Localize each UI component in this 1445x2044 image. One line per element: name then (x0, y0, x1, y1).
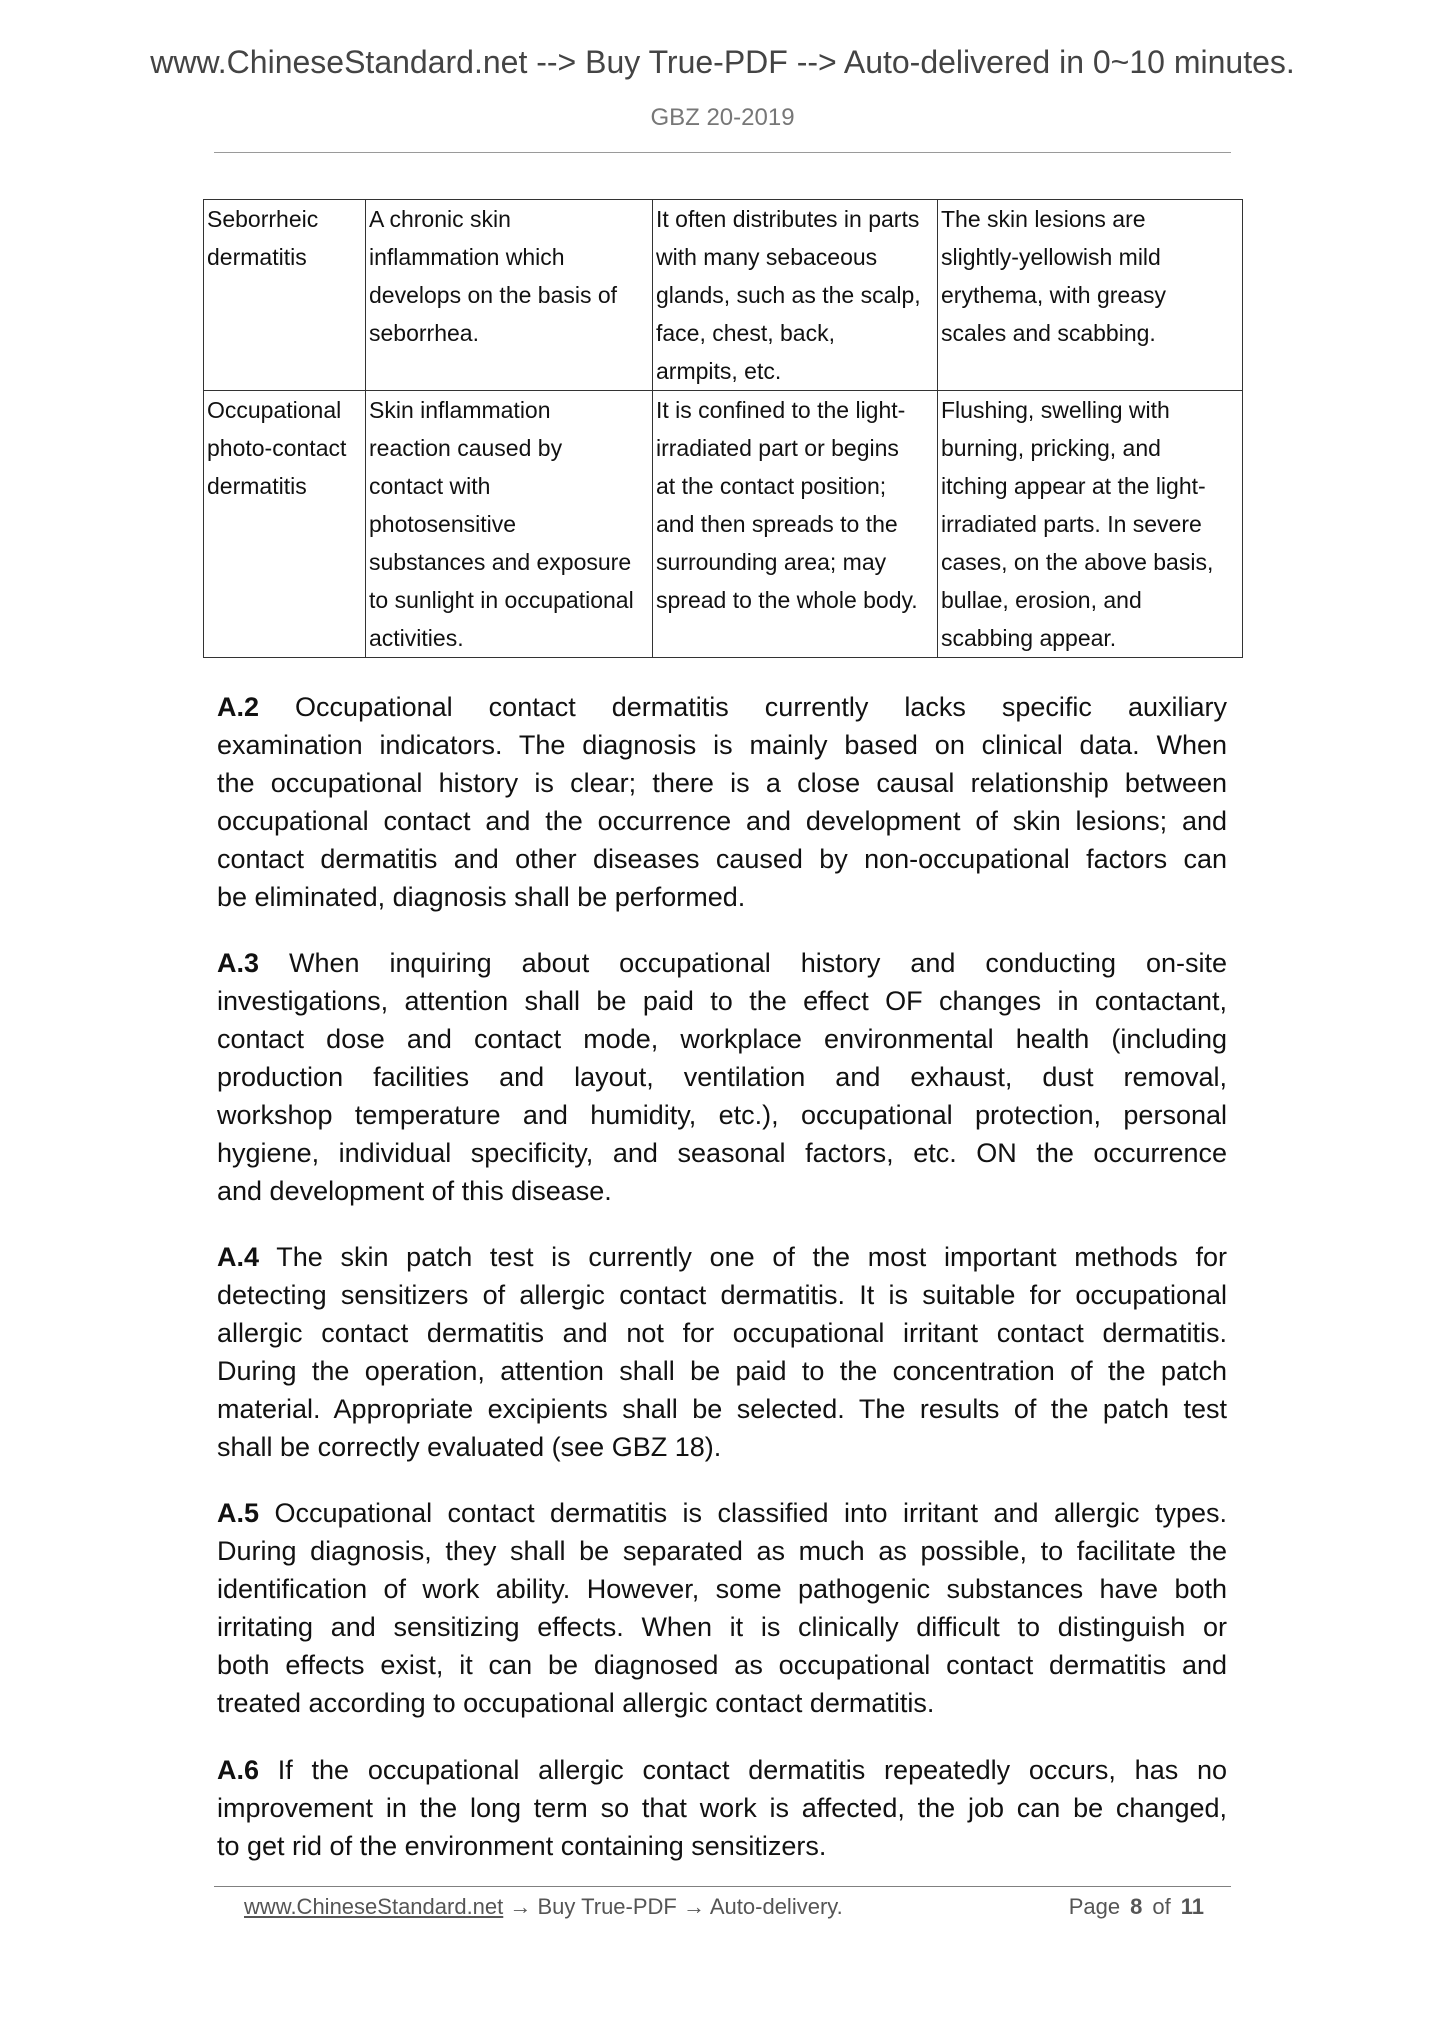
cell-location: It is confined to the light- irradiated part or begins at the contact position; and then spreads to the surrounding area; may spread to the whole body. (653, 391, 938, 658)
cell-features: The skin lesions are slightly-yellowish mild erythema, with greasy scales and scabbing. (938, 200, 1243, 391)
section-a5: A.5 Occupational contact dermatitis is classified into irritant and allergic types. During diagnosis, they shall be separated as much as possible, to facilitate the identification of work ability. However, some pathogenic substances have both irritating and sensitizing effects. When it is clinically difficult to distinguish or both effects exist, it can be diagnosed as occupational contact dermatitis and treated according to occupational allergic contact dermatitis. (217, 1498, 1227, 1718)
section-number: A.2 (217, 692, 260, 722)
section-a3: A.3 When inquiring about occupational history and conducting on-site investigations, attention shall be paid to the effect OF changes in contactant, contact dose and contact mode, workplace environmental health (including production facilities and layout, ventilation and exhaust, dust removal, workshop temperature and humidity, etc.), occupational protection, personal hygiene, individual specificity, and seasonal factors, etc. ON the occurrence and development of this disease. (217, 948, 1227, 1206)
section-number: A.4 (217, 1242, 260, 1272)
total-pages: 11 (1180, 1894, 1204, 1919)
cell-disease-name: Seborrheic dermatitis (204, 200, 366, 391)
dermatitis-table (203, 199, 1243, 658)
section-a2: A.2 Occupational contact dermatitis currently lacks specific auxiliary examination indicators. The diagnosis is mainly based on clinical data. When the occupational history is clear; there is a close causal relationship between occupational contact and the occurrence and development of skin lesions; and contact dermatitis and other diseases caused by non-occupational factors can be eliminated, diagnosis shall be performed. (217, 692, 1227, 912)
header-divider (214, 152, 1231, 153)
cell-disease-name: Occupational photo-contact dermatitis (204, 391, 366, 658)
footer-buy-text: Buy True-PDF (531, 1894, 683, 1919)
section-number: A.6 (217, 1755, 260, 1785)
document-id: GBZ 20-2019 (650, 104, 795, 131)
arrow-right-icon: → (682, 1894, 705, 1919)
section-a4: A.4 The skin patch test is currently one of the most important methods for detecting sensitizers of allergic contact dermatitis. It is suitable for occupational allergic contact dermatitis and not for occupational irritant contact dermatitis. During the operation, attention shall be paid to the concentration of the patch material. Appropriate excipients shall be selected. The results of the patch test shall be correctly evaluated (see GBZ 18). (217, 1242, 1227, 1462)
arrow-right-icon: → (509, 1894, 532, 1919)
page-indicator: Page 8 of 11 (1068, 1894, 1204, 1919)
current-page: 8 (1130, 1894, 1143, 1919)
page-footer (244, 1893, 1204, 1923)
section-a6: A.6 If the occupational allergic contact dermatitis repeatedly occurs, has no improvement in the long term so that work is affected, the job can be changed, to get rid of the environment containing sensitizers. (217, 1755, 1227, 1861)
footer-site-link[interactable]: www.ChineseStandard.net (244, 1894, 504, 1919)
cell-definition: Skin inflammation reaction caused by contact with photosensitive substances and exposure to sunlight in occupational activities. (366, 391, 653, 658)
header-banner: www.ChineseStandard.net --> Buy True-PDF --> Auto-delivered in 0~10 minutes. (150, 44, 1295, 80)
cell-location: It often distributes in parts with many sebaceous glands, such as the scalp, face, chest, back, armpits, etc. (653, 200, 938, 391)
section-number: A.5 (217, 1498, 260, 1528)
footer-divider (214, 1886, 1231, 1887)
table-row (204, 391, 1243, 658)
section-number: A.3 (217, 948, 260, 978)
footer-delivery-text: Auto-delivery. (704, 1894, 843, 1919)
cell-definition: A chronic skin inflammation which develops on the basis of seborrhea. (366, 200, 653, 391)
cell-features: Flushing, swelling with burning, pricking, and itching appear at the light- irradiated parts. In severe cases, on the above basis, bullae, erosion, and scabbing appear. (938, 391, 1243, 658)
table-row (204, 200, 1243, 391)
